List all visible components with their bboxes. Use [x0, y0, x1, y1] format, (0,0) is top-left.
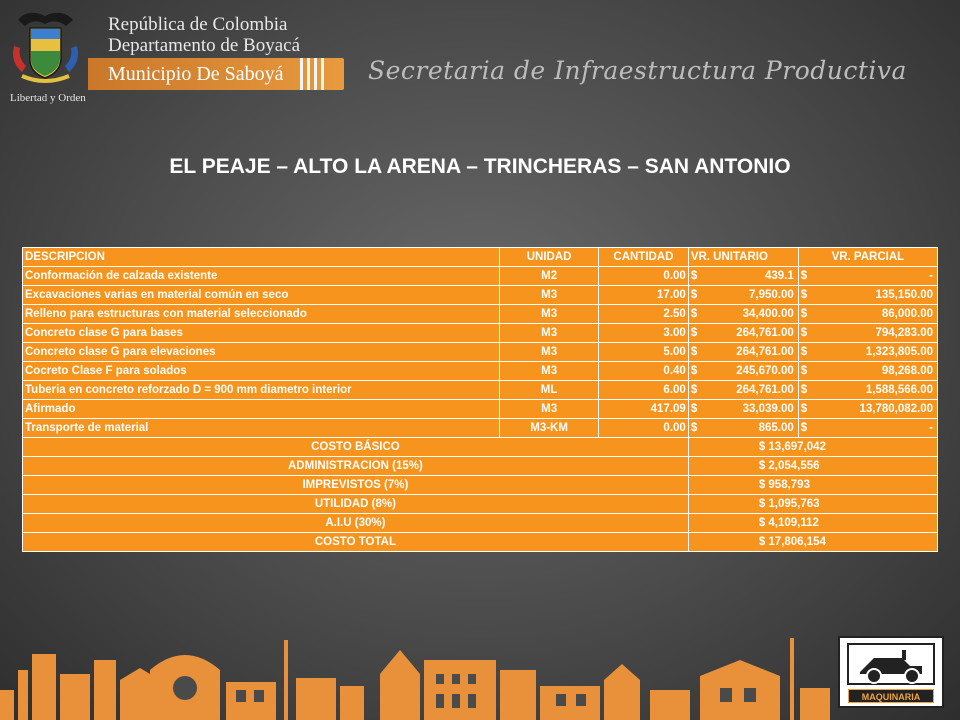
cell-cantidad: 2.50 [599, 305, 689, 324]
budget-table [22, 247, 938, 552]
cell-vr-parcial [798, 362, 937, 381]
table-row [23, 305, 938, 324]
header-vr-parcial: VR. PARCIAL [798, 248, 937, 267]
amount: 7,950.00 [749, 288, 794, 301]
cell-cantidad: 0.00 [599, 419, 689, 438]
amount: 865.00 [758, 421, 794, 434]
cell-unidad: M2 [500, 267, 599, 286]
currency-symbol: $ [690, 383, 698, 396]
summary-value: $ 1,095,763 [688, 495, 937, 514]
cell-unidad: M3 [500, 286, 599, 305]
municipality-name: Municipio De Saboyá [108, 63, 284, 85]
currency-symbol: $ [800, 345, 808, 358]
currency-symbol: $ [690, 421, 698, 434]
town-skyline-decoration [0, 630, 830, 720]
header-cantidad: CANTIDAD [599, 248, 689, 267]
amount: 98,268.00 [881, 364, 933, 377]
currency-symbol: $ [690, 364, 698, 377]
summary-row [23, 495, 938, 514]
summary-value: $ 2,054,556 [688, 457, 937, 476]
summary-label: UTILIDAD (8%) [23, 495, 689, 514]
cell-cantidad: 0.40 [599, 362, 689, 381]
amount: 86,000.00 [881, 307, 933, 320]
cell-descripcion: Conformación de calzada existente [23, 267, 500, 286]
cell-cantidad: 3.00 [599, 324, 689, 343]
table-header-row [23, 248, 938, 267]
currency-symbol: $ [690, 307, 698, 320]
table-row [23, 324, 938, 343]
table-row [23, 400, 938, 419]
cell-vr-parcial [798, 286, 937, 305]
cell-descripcion: Concreto clase G para elevaciones [23, 343, 500, 362]
currency-symbol: $ [800, 326, 808, 339]
slide-title: EL PEAJE – ALTO LA ARENA – TRINCHERAS – SAN ANTONIO [169, 155, 791, 178]
table-row [23, 343, 938, 362]
tractor-icon [840, 638, 942, 690]
summary-label: COSTO TOTAL [23, 533, 689, 552]
currency-symbol: $ [800, 307, 808, 320]
cell-unidad: ML [500, 381, 599, 400]
motto-text: Libertad y Orden [10, 92, 86, 104]
summary-row [23, 476, 938, 495]
currency-symbol: $ [800, 421, 808, 434]
cell-vr-parcial [798, 324, 937, 343]
municipality-bars-decoration [300, 58, 324, 90]
summary-row [23, 457, 938, 476]
cell-cantidad: 5.00 [599, 343, 689, 362]
country-name: República de Colombia [108, 14, 288, 35]
cell-descripcion: Relleno para estructuras con material seleccionado [23, 305, 500, 324]
summary-row [23, 438, 938, 457]
header-vr-unitario: VR. UNITARIO [688, 248, 798, 267]
cell-vr-parcial [798, 419, 937, 438]
amount: 264,761.00 [736, 326, 794, 339]
currency-symbol: $ [800, 402, 808, 415]
maquinaria-logo-label: MAQUINARIA [848, 689, 934, 703]
amount: 264,761.00 [736, 383, 794, 396]
amount: 1,588,566.00 [865, 383, 933, 396]
currency-symbol: $ [800, 288, 808, 301]
header-descripcion: DESCRIPCION [23, 248, 500, 267]
amount: - [929, 421, 933, 434]
amount: 13,780,082.00 [859, 402, 933, 415]
table-row [23, 362, 938, 381]
cell-cantidad: 17.00 [599, 286, 689, 305]
amount: 439.1 [764, 269, 794, 282]
summary-value: $ 4,109,112 [688, 514, 937, 533]
summary-label: COSTO BÁSICO [23, 438, 689, 457]
cell-vr-unitario [688, 343, 798, 362]
currency-symbol: $ [800, 269, 808, 282]
cell-descripcion: Cocreto Clase F para solados [23, 362, 500, 381]
summary-row [23, 514, 938, 533]
table-row [23, 286, 938, 305]
amount: 33,039.00 [742, 402, 794, 415]
cell-vr-unitario [688, 381, 798, 400]
summary-label: ADMINISTRACION (15%) [23, 457, 689, 476]
currency-symbol: $ [800, 383, 808, 396]
summary-label: A.I.U (30%) [23, 514, 689, 533]
amount: 1,323,805.00 [865, 345, 933, 358]
cell-cantidad: 417.09 [599, 400, 689, 419]
cell-descripcion: Concreto clase G para bases [23, 324, 500, 343]
summary-value: $ 17,806,154 [688, 533, 937, 552]
cell-descripcion: Tuberia en concreto reforzado D = 900 mm diametro interior [23, 381, 500, 400]
cell-cantidad: 0.00 [599, 267, 689, 286]
currency-symbol: $ [690, 269, 698, 282]
table-row [23, 267, 938, 286]
currency-symbol: $ [690, 345, 698, 358]
cell-vr-parcial [798, 381, 937, 400]
cell-unidad: M3 [500, 400, 599, 419]
cell-descripcion: Afirmado [23, 400, 500, 419]
cell-cantidad: 6.00 [599, 381, 689, 400]
amount: - [929, 269, 933, 282]
cell-unidad: M3 [500, 343, 599, 362]
cell-unidad: M3 [500, 324, 599, 343]
cell-vr-parcial [798, 343, 937, 362]
summary-row [23, 533, 938, 552]
amount: 245,670.00 [736, 364, 794, 377]
coat-of-arms-icon [8, 6, 83, 104]
department-name: Departamento de Boyacá [108, 35, 301, 56]
table-row [23, 381, 938, 400]
cell-descripcion: Transporte de material [23, 419, 500, 438]
cell-vr-parcial [798, 400, 937, 419]
cell-unidad: M3-KM [500, 419, 599, 438]
cell-vr-unitario [688, 362, 798, 381]
currency-symbol: $ [690, 288, 698, 301]
secretaria-heading: Secretaria de Infraestructura Productiva [368, 56, 907, 85]
cell-vr-unitario [688, 305, 798, 324]
cell-descripcion: Excavaciones varias en material común en seco [23, 286, 500, 305]
cell-vr-parcial [798, 305, 937, 324]
summary-value: $ 13,697,042 [688, 438, 937, 457]
summary-label: IMPREVISTOS (7%) [23, 476, 689, 495]
amount: 34,400.00 [742, 307, 794, 320]
government-heading [108, 14, 300, 56]
cell-vr-unitario [688, 324, 798, 343]
table-row [23, 419, 938, 438]
cell-vr-unitario [688, 267, 798, 286]
currency-symbol: $ [800, 364, 808, 377]
cell-vr-parcial [798, 267, 937, 286]
cell-unidad: M3 [500, 362, 599, 381]
cell-unidad: M3 [500, 305, 599, 324]
amount: 794,283.00 [875, 326, 933, 339]
cell-vr-unitario [688, 419, 798, 438]
header-unidad: UNIDAD [500, 248, 599, 267]
currency-symbol: $ [690, 326, 698, 339]
cell-vr-unitario [688, 400, 798, 419]
cell-vr-unitario [688, 286, 798, 305]
currency-symbol: $ [690, 402, 698, 415]
amount: 135,150.00 [875, 288, 933, 301]
amount: 264,761.00 [736, 345, 794, 358]
summary-value: $ 958,793 [688, 476, 937, 495]
